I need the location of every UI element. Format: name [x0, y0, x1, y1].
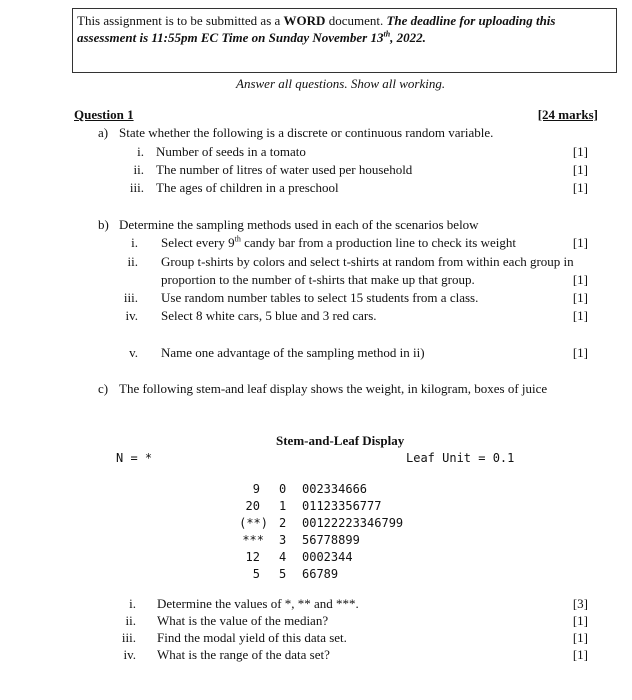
part-b-item-mark: [1]	[572, 345, 588, 360]
part-a-item-num: i.	[137, 144, 144, 159]
part-c-item-text: What is the range of the data set?	[157, 647, 330, 662]
stem-leaf-stem: 0	[279, 482, 287, 496]
stem-leaf-stem: 4	[279, 550, 287, 564]
part-b-item-text: Use random number tables to select 15 students from a class.	[161, 290, 479, 305]
stem-leaf-depth: 20	[245, 499, 260, 513]
part-b-item-text: Select 8 white cars, 5 blue and 3 red cars.	[161, 308, 377, 323]
part-a-item-text: The number of litres of water used per household	[156, 162, 413, 177]
part-c-item-mark: [3]	[572, 596, 588, 611]
part-c-item-num: iv.	[123, 647, 136, 662]
part-b-item-num: i.	[131, 235, 138, 250]
stem-leaf-title: Stem-and-Leaf Display	[276, 433, 405, 448]
part-a-item-mark: [1]	[572, 144, 588, 159]
part-a-label: a)	[98, 125, 109, 140]
part-a-item-text: The ages of children in a preschool	[156, 180, 339, 195]
part-a-item-num: ii.	[133, 162, 144, 177]
stem-leaf-stem: 2	[279, 516, 287, 530]
part-a-item-num: iii.	[129, 180, 144, 195]
part-c-item-num: iii.	[121, 630, 136, 645]
notice-word: WORD	[283, 13, 326, 28]
part-b-label: b)	[98, 217, 109, 232]
part-a-stem: State whether the following is a discrete or continuous random variable.	[119, 125, 494, 140]
stem-leaf-stem: 1	[279, 499, 287, 513]
stem-leaf-stem: 3	[279, 533, 287, 547]
question-title: Question 1	[74, 107, 134, 122]
part-b-item-num: ii.	[127, 254, 138, 269]
instruction-text: Answer all questions. Show all working.	[236, 76, 446, 91]
stem-leaf-leaves: 01123356777	[302, 499, 382, 513]
part-b-item-num: v.	[129, 345, 138, 360]
part-b-item-text: Select every 9th candy bar from a production line to check its weight	[161, 234, 516, 250]
stem-leaf-leaves: 56778899	[302, 533, 360, 547]
notice-middle: document.	[325, 13, 387, 28]
part-a-item-mark: [1]	[572, 162, 588, 177]
part-a-item-mark: [1]	[572, 180, 588, 195]
notice-deadline: The deadline for uploading this assessment is 11:55pm EC Time on Sunday November 13th, 2022.	[77, 13, 556, 45]
part-b-item-num: iii.	[123, 290, 138, 305]
stem-leaf-leaves: 0002344	[302, 550, 353, 564]
notice-prefix: This assignment is to be submitted as a	[77, 13, 284, 28]
part-b-item-text-line1: Group t-shirts by colors and select t-shirts at random from within each group in	[161, 254, 574, 269]
stem-leaf-leaves: 00122223346799	[302, 516, 404, 530]
part-a-item-text: Number of seeds in a tomato	[156, 144, 306, 159]
part-c-item-text: Find the modal yield of this data set.	[157, 630, 347, 645]
part-c-item-mark: [1]	[572, 630, 588, 645]
part-b-stem: Determine the sampling methods used in each of the scenarios below	[119, 217, 479, 232]
part-b-item-mark: [1]	[572, 272, 588, 287]
part-b-item-mark: [1]	[572, 290, 588, 305]
part-c-stem: The following stem-and leaf display shows the weight, in kilogram, boxes of juice	[119, 381, 548, 396]
part-c-item-text: What is the value of the median?	[157, 613, 329, 628]
part-c-item-num: ii.	[125, 613, 136, 628]
stem-leaf-depth: ***	[242, 533, 264, 547]
part-c-item-text: Determine the values of *, ** and ***.	[157, 596, 359, 611]
stem-leaf-n-label: N = *	[116, 451, 153, 465]
stem-leaf-unit: Leaf Unit = 0.1	[406, 451, 515, 465]
stem-leaf-leaves: 002334666	[302, 482, 368, 496]
part-c-item-mark: [1]	[572, 613, 588, 628]
part-c-item-mark: [1]	[572, 647, 588, 662]
part-b-item-text: Name one advantage of the sampling method in ii)	[161, 345, 425, 360]
stem-leaf-depth: 9	[252, 482, 260, 496]
part-c-item-num: i.	[129, 596, 136, 611]
submission-notice	[72, 8, 617, 73]
stem-leaf-stem: 5	[279, 567, 287, 581]
part-b-item-num: iv.	[125, 308, 138, 323]
part-c-label: c)	[98, 381, 109, 396]
stem-leaf-depth: (**)	[239, 516, 268, 530]
part-b-item-text-line2: proportion to the number of t-shirts that make up that group.	[161, 272, 475, 287]
part-b-item-mark: [1]	[572, 235, 588, 250]
stem-leaf-leaves: 66789	[302, 567, 339, 581]
stem-leaf-depth: 5	[252, 567, 260, 581]
part-b-item-mark: [1]	[572, 308, 588, 323]
stem-leaf-depth: 12	[245, 550, 260, 564]
question-marks: [24 marks]	[537, 107, 598, 122]
